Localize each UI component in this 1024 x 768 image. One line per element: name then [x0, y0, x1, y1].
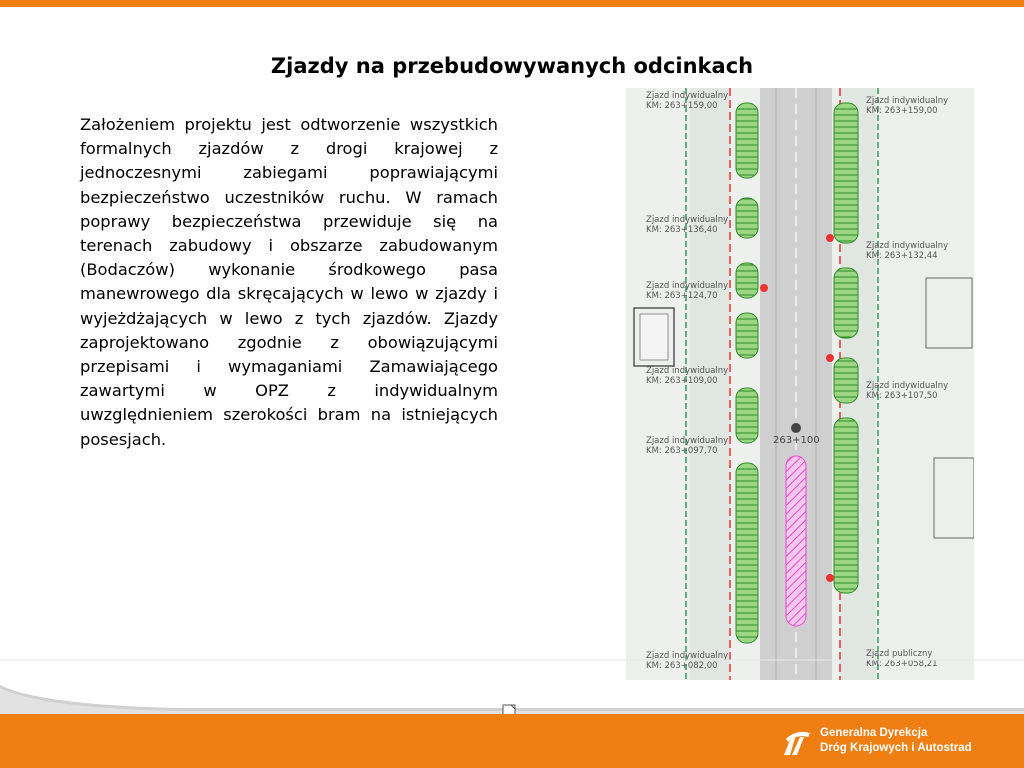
organization-name — [820, 726, 1020, 756]
zjazd-km-left-4: KM: 263+109,00 — [646, 376, 718, 386]
zjazd-label-right-4: Zjazd publiczny — [866, 649, 933, 659]
organization-name-line2: Dróg Krajowych i Autostrad — [820, 742, 972, 754]
zjazd-km-right-4: KM: 263+058,21 — [866, 659, 938, 669]
zjazd-km-left-2: KM: 263+136,40 — [646, 225, 718, 235]
zjazd-km-left-5: KM: 263+097,70 — [646, 446, 718, 456]
gddkia-logo-icon — [782, 729, 812, 757]
zjazd-label-left-2: Zjazd indywidualny — [646, 215, 729, 225]
zjazd-km-right-3: KM: 263+107,50 — [866, 391, 938, 401]
zjazd-label-left-4: Zjazd indywidualny — [646, 366, 729, 376]
zjazd-label-left-3: Zjazd indywidualny — [646, 281, 729, 291]
top-accent-bar — [0, 0, 1024, 7]
organization-name-line1: Generalna Dyrekcja — [820, 727, 928, 739]
slide-title: Zjazdy na przebudowywanych odcinkach — [270, 54, 754, 78]
station-label: 263+100 — [773, 435, 820, 446]
slide-body-text: Założeniem projektu jest odtworzenie wszystkich formalnych zjazdów z drogi krajowej z jednoczesnymi zabiegami poprawiającymi bezpieczeństwo uczestników ruchu. W ramach poprawy bezpieczeństwa przewiduje się na terenach zabudowy i obszarze zabudowanym (Bodaczów) wykonanie środkowego pasa manewrowego dla skręcających w lewo w zjazdy i wyjeżdżających w lewo z tych zjazdów. Zjazdy zaprojektowano zgodnie z obowiązującymi przepisami i wymaganiami Zamawiającego zawartymi w OPZ z indywidualnym uwzględnieniem szerokości bram na istniejących posesjach. — [80, 115, 498, 449]
zjazd-km-left-1: KM: 263+159,00 — [646, 101, 718, 111]
zjazd-label-right-2: Zjazd indywidualny — [866, 241, 949, 251]
road-plan-image — [626, 88, 974, 680]
zjazd-label-left-6: Zjazd indywidualny — [646, 651, 729, 661]
zjazd-km-right-1: KM: 263+159,00 — [866, 106, 938, 116]
zjazd-label-right-1: Zjazd indywidualny — [866, 96, 949, 106]
zjazd-km-right-2: KM: 263+132,44 — [866, 251, 938, 261]
zjazd-km-left-6: KM: 263+082,00 — [646, 661, 718, 671]
zjazd-label-left-1: Zjazd indywidualny — [646, 91, 729, 101]
zjazd-km-left-3: KM: 263+124,70 — [646, 291, 718, 301]
zjazd-label-right-3: Zjazd indywidualny — [866, 381, 949, 391]
zjazd-label-left-5: Zjazd indywidualny — [646, 436, 729, 446]
